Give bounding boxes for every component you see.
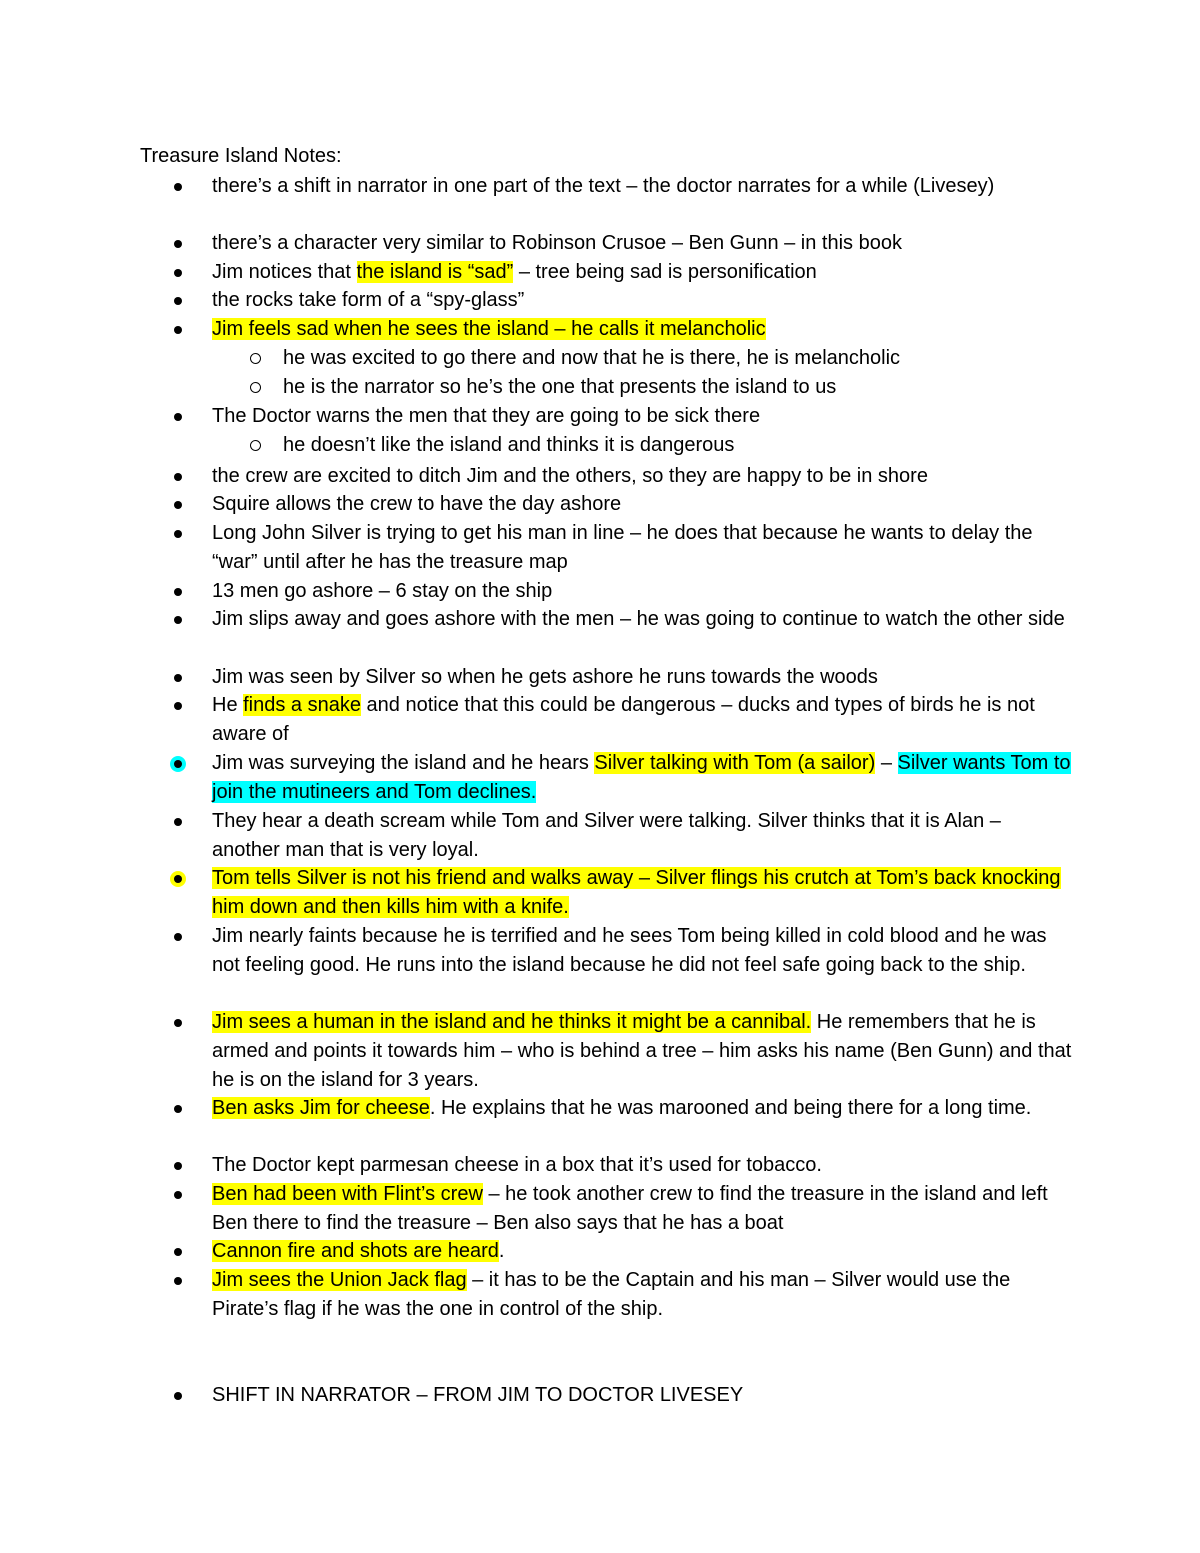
page-title: Treasure Island Notes: xyxy=(140,145,342,167)
list-item xyxy=(212,490,1072,519)
bullet-icon xyxy=(174,760,182,768)
list-item xyxy=(212,1381,1072,1410)
text-segment: Jim notices that xyxy=(212,261,357,283)
bullet-icon xyxy=(174,326,182,334)
list-item xyxy=(212,519,1072,577)
text-segment: He remembers that he is armed and points it towards him – who is behind a tree – him asks his name (Ben Gunn) and that he is on the island for 3 years. xyxy=(212,1011,1072,1091)
text-segment: Jim nearly faints because he is terrified and he sees Tom being killed in cold blood and he was not feeling good. He runs into the island because he did not feel safe going back to the ship. xyxy=(212,925,1047,976)
list-item xyxy=(212,1151,1072,1180)
highlighted-text: Ben had been with Flint’s crew xyxy=(212,1183,483,1205)
text-segment: The Doctor kept parmesan cheese in a box that it’s used for tobacco. xyxy=(212,1154,822,1176)
text-segment: the rocks take form of a “spy-glass” xyxy=(212,289,525,311)
text-segment: Long John Silver is trying to get his man in line – he does that because he wants to delay the “war” until after he has the treasure map xyxy=(212,522,1033,573)
bullet-icon xyxy=(174,616,182,624)
list-item xyxy=(212,172,1072,201)
text-segment: They hear a death scream while Tom and Silver were talking. Silver thinks that it is Alan – another man that is very loyal. xyxy=(212,810,1001,861)
list-item xyxy=(212,315,1072,344)
bullet-icon xyxy=(174,1277,182,1285)
text-segment: Jim was seen by Silver so when he gets ashore he runs towards the woods xyxy=(212,666,878,688)
list-item xyxy=(212,462,1072,491)
text-segment: and notice that this could be dangerous – ducks and types of birds he is not aware of xyxy=(212,694,1035,745)
list-item xyxy=(212,864,1072,922)
sub-list-item xyxy=(283,431,1073,460)
bullet-icon xyxy=(174,297,182,305)
text-segment: SHIFT IN NARRATOR – FROM JIM TO DOCTOR LIVESEY xyxy=(212,1384,744,1406)
text-segment: The Doctor warns the men that they are going to be sick there xyxy=(212,405,761,427)
text-segment: he doesn’t like the island and thinks it is dangerous xyxy=(283,434,735,456)
highlighted-text: Ben asks Jim for cheese xyxy=(212,1097,430,1119)
highlighted-text: Silver wants Tom to join the mutineers and Tom declines. xyxy=(212,752,1071,803)
highlighted-text: finds a snake xyxy=(243,694,361,716)
text-segment: the crew are excited to ditch Jim and the others, so they are happy to be in shore xyxy=(212,465,928,487)
bullet-icon xyxy=(174,588,182,596)
text-segment: he is the narrator so he’s the one that presents the island to us xyxy=(283,376,837,398)
text-segment: – tree being sad is personification xyxy=(513,261,817,283)
bullet-icon xyxy=(174,1191,182,1199)
highlighted-text: Jim feels sad when he sees the island – he calls it melancholic xyxy=(212,318,766,340)
list-item xyxy=(212,922,1072,980)
bullet-icon xyxy=(174,875,182,883)
text-segment: He xyxy=(212,694,244,716)
text-segment: . He explains that he was marooned and being there for a long time. xyxy=(429,1097,1032,1119)
text-segment: – xyxy=(875,752,898,774)
list-item xyxy=(212,1094,1072,1123)
text-segment: Squire allows the crew to have the day ashore xyxy=(212,493,622,515)
text-segment: 13 men go ashore – 6 stay on the ship xyxy=(212,580,553,602)
circle-bullet-icon xyxy=(250,353,261,364)
list-item xyxy=(212,691,1072,749)
text-segment: . xyxy=(498,1240,505,1262)
list-item xyxy=(212,1008,1072,1095)
highlighted-text: Jim sees the Union Jack flag xyxy=(212,1269,467,1291)
highlighted-text: the island is “sad” xyxy=(356,261,514,283)
bullet-icon xyxy=(174,240,182,248)
text-segment: he was excited to go there and now that he is there, he is melancholic xyxy=(283,347,901,369)
bullet-icon xyxy=(174,818,182,826)
list-item xyxy=(212,229,1072,258)
bullet-icon xyxy=(174,1162,182,1170)
list-item xyxy=(212,1237,1072,1266)
sub-list-item xyxy=(283,344,1073,373)
list-item xyxy=(212,286,1072,315)
bullet-icon xyxy=(174,674,182,682)
list-item xyxy=(212,663,1072,692)
text-segment: there’s a character very similar to Robinson Crusoe – Ben Gunn – in this book xyxy=(212,232,902,254)
text-segment: there’s a shift in narrator in one part of the text – the doctor narrates for a while (Livesey) xyxy=(212,175,995,197)
list-item xyxy=(212,1180,1072,1238)
highlighted-text: Tom tells Silver is not his friend and walks away – Silver flings his crutch at Tom’s back knocking him down and then kills him with a knife. xyxy=(212,867,1061,918)
bullet-icon xyxy=(174,183,182,191)
bullet-icon xyxy=(174,1019,182,1027)
list-item xyxy=(212,402,1072,431)
bullet-icon xyxy=(174,501,182,509)
text-segment: – he took another crew to find the treasure in the island and left Ben there to find the treasure – Ben also says that he has a boat xyxy=(212,1183,1048,1234)
list-item xyxy=(212,258,1072,287)
bullet-icon xyxy=(174,1392,182,1400)
circle-bullet-icon xyxy=(250,382,261,393)
circle-bullet-icon xyxy=(250,440,261,451)
list-item xyxy=(212,1266,1072,1324)
bullet-icon xyxy=(174,413,182,421)
bullet-icon xyxy=(174,933,182,941)
list-item xyxy=(212,749,1072,807)
text-segment: Jim was surveying the island and he hears xyxy=(212,752,595,774)
list-item xyxy=(212,807,1072,865)
highlighted-text: Cannon fire and shots are heard xyxy=(212,1240,499,1262)
bullet-icon xyxy=(174,269,182,277)
text-segment: – it has to be the Captain and his man – Silver would use the Pirate’s flag if he was the one in control of the ship. xyxy=(212,1269,1011,1320)
bullet-icon xyxy=(174,1248,182,1256)
list-item xyxy=(212,605,1072,634)
text-segment: Jim slips away and goes ashore with the men – he was going to continue to watch the other side xyxy=(212,608,1065,630)
list-item xyxy=(212,577,1072,606)
sub-list-item xyxy=(283,373,1073,402)
highlighted-text: Silver talking with Tom (a sailor) xyxy=(594,752,876,774)
bullet-icon xyxy=(174,1105,182,1113)
highlighted-text: Jim sees a human in the island and he thinks it might be a cannibal. xyxy=(212,1011,812,1033)
bullet-icon xyxy=(174,530,182,538)
bullet-icon xyxy=(174,473,182,481)
bullet-icon xyxy=(174,702,182,710)
